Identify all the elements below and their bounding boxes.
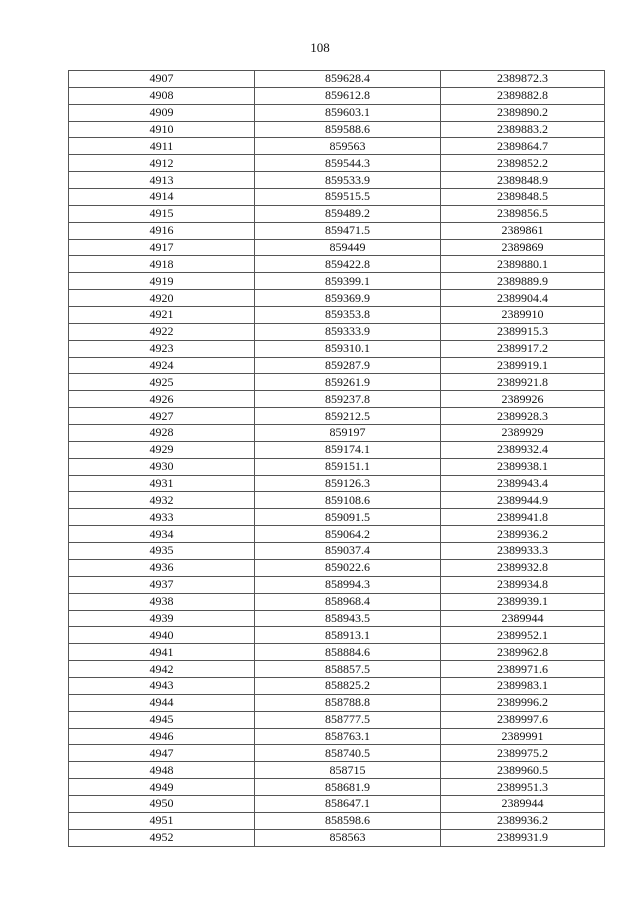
y-coordinate-cell: 2389889.9	[441, 273, 605, 290]
table-row	[69, 273, 605, 290]
x-coordinate-cell: 859369.9	[255, 290, 441, 307]
x-coordinate-cell: 859333.9	[255, 323, 441, 340]
y-coordinate-cell: 2389921.8	[441, 374, 605, 391]
table-row	[69, 559, 605, 576]
y-coordinate-cell: 2389941.8	[441, 509, 605, 526]
table-row	[69, 829, 605, 846]
x-coordinate-cell: 859489.2	[255, 205, 441, 222]
point-number-cell: 4928	[69, 425, 255, 442]
point-number-cell: 4931	[69, 475, 255, 492]
y-coordinate-cell: 2389936.2	[441, 526, 605, 543]
point-number-cell: 4924	[69, 357, 255, 374]
table-row	[69, 189, 605, 206]
x-coordinate-cell: 858715	[255, 762, 441, 779]
x-coordinate-cell: 858994.3	[255, 576, 441, 593]
table-row	[69, 475, 605, 492]
point-number-cell: 4911	[69, 138, 255, 155]
point-number-cell: 4939	[69, 610, 255, 627]
point-number-cell: 4918	[69, 256, 255, 273]
point-number-cell: 4921	[69, 307, 255, 324]
table-row	[69, 576, 605, 593]
point-number-cell: 4915	[69, 205, 255, 222]
x-coordinate-cell: 859471.5	[255, 222, 441, 239]
x-coordinate-cell: 858777.5	[255, 711, 441, 728]
table-row	[69, 408, 605, 425]
y-coordinate-cell: 2389929	[441, 425, 605, 442]
y-coordinate-cell: 2389890.2	[441, 104, 605, 121]
y-coordinate-cell: 2389869	[441, 239, 605, 256]
x-coordinate-cell: 859353.8	[255, 307, 441, 324]
table-row	[69, 87, 605, 104]
table-row	[69, 155, 605, 172]
x-coordinate-cell: 859237.8	[255, 391, 441, 408]
point-number-cell: 4932	[69, 492, 255, 509]
y-coordinate-cell: 2389944	[441, 610, 605, 627]
point-number-cell: 4925	[69, 374, 255, 391]
x-coordinate-cell: 858647.1	[255, 795, 441, 812]
point-number-cell: 4942	[69, 661, 255, 678]
table-row	[69, 104, 605, 121]
table-row	[69, 492, 605, 509]
y-coordinate-cell: 2389962.8	[441, 644, 605, 661]
x-coordinate-cell: 859399.1	[255, 273, 441, 290]
table-row	[69, 307, 605, 324]
x-coordinate-cell: 859151.1	[255, 458, 441, 475]
point-number-cell: 4950	[69, 795, 255, 812]
x-coordinate-cell: 859287.9	[255, 357, 441, 374]
table-row	[69, 745, 605, 762]
point-number-cell: 4945	[69, 711, 255, 728]
x-coordinate-cell: 858788.8	[255, 694, 441, 711]
point-number-cell: 4930	[69, 458, 255, 475]
x-coordinate-cell: 859064.2	[255, 526, 441, 543]
x-coordinate-cell: 859515.5	[255, 189, 441, 206]
x-coordinate-cell: 858681.9	[255, 779, 441, 796]
x-coordinate-cell: 858740.5	[255, 745, 441, 762]
point-number-cell: 4919	[69, 273, 255, 290]
x-coordinate-cell: 859449	[255, 239, 441, 256]
point-number-cell: 4923	[69, 340, 255, 357]
x-coordinate-cell: 859628.4	[255, 71, 441, 88]
point-number-cell: 4949	[69, 779, 255, 796]
point-number-cell: 4916	[69, 222, 255, 239]
x-coordinate-cell: 859261.9	[255, 374, 441, 391]
x-coordinate-cell: 859533.9	[255, 172, 441, 189]
table-row	[69, 121, 605, 138]
x-coordinate-cell: 858913.1	[255, 627, 441, 644]
point-number-cell: 4941	[69, 644, 255, 661]
table-row	[69, 425, 605, 442]
x-coordinate-cell: 859588.6	[255, 121, 441, 138]
y-coordinate-cell: 2389936.2	[441, 812, 605, 829]
x-coordinate-cell: 858825.2	[255, 677, 441, 694]
y-coordinate-cell: 2389944.9	[441, 492, 605, 509]
y-coordinate-cell: 2389910	[441, 307, 605, 324]
point-number-cell: 4944	[69, 694, 255, 711]
point-number-cell: 4909	[69, 104, 255, 121]
x-coordinate-cell: 859022.6	[255, 559, 441, 576]
x-coordinate-cell: 859037.4	[255, 543, 441, 560]
point-number-cell: 4908	[69, 87, 255, 104]
point-number-cell: 4910	[69, 121, 255, 138]
table-row	[69, 610, 605, 627]
point-number-cell: 4936	[69, 559, 255, 576]
point-number-cell: 4951	[69, 812, 255, 829]
x-coordinate-cell: 859563	[255, 138, 441, 155]
table-row	[69, 172, 605, 189]
point-number-cell: 4912	[69, 155, 255, 172]
x-coordinate-cell: 858763.1	[255, 728, 441, 745]
y-coordinate-cell: 2389904.4	[441, 290, 605, 307]
table-row	[69, 779, 605, 796]
table-row	[69, 458, 605, 475]
table-row	[69, 205, 605, 222]
table-row	[69, 593, 605, 610]
x-coordinate-cell: 859612.8	[255, 87, 441, 104]
x-coordinate-cell: 858968.4	[255, 593, 441, 610]
y-coordinate-cell: 2389960.5	[441, 762, 605, 779]
table-row	[69, 441, 605, 458]
table-row	[69, 323, 605, 340]
table-row	[69, 526, 605, 543]
y-coordinate-cell: 2389928.3	[441, 408, 605, 425]
table-row	[69, 661, 605, 678]
y-coordinate-cell: 2389943.4	[441, 475, 605, 492]
point-number-cell: 4948	[69, 762, 255, 779]
x-coordinate-cell: 859174.1	[255, 441, 441, 458]
point-number-cell: 4927	[69, 408, 255, 425]
table-row	[69, 340, 605, 357]
y-coordinate-cell: 2389996.2	[441, 694, 605, 711]
x-coordinate-cell: 859108.6	[255, 492, 441, 509]
y-coordinate-cell: 2389861	[441, 222, 605, 239]
y-coordinate-cell: 2389915.3	[441, 323, 605, 340]
y-coordinate-cell: 2389872.3	[441, 71, 605, 88]
table-row	[69, 812, 605, 829]
point-number-cell: 4935	[69, 543, 255, 560]
x-coordinate-cell: 859310.1	[255, 340, 441, 357]
x-coordinate-cell: 859197	[255, 425, 441, 442]
x-coordinate-cell: 858943.5	[255, 610, 441, 627]
y-coordinate-cell: 2389926	[441, 391, 605, 408]
point-number-cell: 4947	[69, 745, 255, 762]
y-coordinate-cell: 2389975.2	[441, 745, 605, 762]
table-row	[69, 357, 605, 374]
point-number-cell: 4952	[69, 829, 255, 846]
y-coordinate-cell: 2389848.5	[441, 189, 605, 206]
point-number-cell: 4933	[69, 509, 255, 526]
y-coordinate-cell: 2389931.9	[441, 829, 605, 846]
point-number-cell: 4926	[69, 391, 255, 408]
x-coordinate-cell: 859422.8	[255, 256, 441, 273]
table-row	[69, 256, 605, 273]
y-coordinate-cell: 2389917.2	[441, 340, 605, 357]
x-coordinate-cell: 859603.1	[255, 104, 441, 121]
y-coordinate-cell: 2389919.1	[441, 357, 605, 374]
table-row	[69, 543, 605, 560]
x-coordinate-cell: 858884.6	[255, 644, 441, 661]
point-number-cell: 4917	[69, 239, 255, 256]
point-number-cell: 4938	[69, 593, 255, 610]
y-coordinate-cell: 2389997.6	[441, 711, 605, 728]
point-number-cell: 4922	[69, 323, 255, 340]
point-number-cell: 4920	[69, 290, 255, 307]
y-coordinate-cell: 2389864.7	[441, 138, 605, 155]
point-number-cell: 4940	[69, 627, 255, 644]
y-coordinate-cell: 2389971.6	[441, 661, 605, 678]
point-number-cell: 4937	[69, 576, 255, 593]
table-row	[69, 374, 605, 391]
table-row	[69, 677, 605, 694]
y-coordinate-cell: 2389983.1	[441, 677, 605, 694]
point-number-cell: 4929	[69, 441, 255, 458]
table-row	[69, 138, 605, 155]
y-coordinate-cell: 2389848.9	[441, 172, 605, 189]
y-coordinate-cell: 2389939.1	[441, 593, 605, 610]
y-coordinate-cell: 2389933.3	[441, 543, 605, 560]
table-row	[69, 509, 605, 526]
table-row	[69, 795, 605, 812]
table-row	[69, 71, 605, 88]
table-row	[69, 762, 605, 779]
table-row	[69, 222, 605, 239]
point-number-cell: 4934	[69, 526, 255, 543]
x-coordinate-cell: 859544.3	[255, 155, 441, 172]
y-coordinate-cell: 2389932.4	[441, 441, 605, 458]
y-coordinate-cell: 2389932.8	[441, 559, 605, 576]
coordinates-table-body	[69, 71, 605, 847]
page-number: 108	[310, 40, 330, 55]
x-coordinate-cell: 859091.5	[255, 509, 441, 526]
coordinates-table	[68, 70, 605, 847]
y-coordinate-cell: 2389938.1	[441, 458, 605, 475]
y-coordinate-cell: 2389944	[441, 795, 605, 812]
y-coordinate-cell: 2389951.3	[441, 779, 605, 796]
y-coordinate-cell: 2389883.2	[441, 121, 605, 138]
table-row	[69, 728, 605, 745]
y-coordinate-cell: 2389880.1	[441, 256, 605, 273]
y-coordinate-cell: 2389882.8	[441, 87, 605, 104]
y-coordinate-cell: 2389852.2	[441, 155, 605, 172]
point-number-cell: 4946	[69, 728, 255, 745]
table-row	[69, 644, 605, 661]
point-number-cell: 4907	[69, 71, 255, 88]
table-row	[69, 391, 605, 408]
point-number-cell: 4943	[69, 677, 255, 694]
table-row	[69, 694, 605, 711]
point-number-cell: 4914	[69, 189, 255, 206]
x-coordinate-cell: 858857.5	[255, 661, 441, 678]
x-coordinate-cell: 858598.6	[255, 812, 441, 829]
table-row	[69, 627, 605, 644]
x-coordinate-cell: 859126.3	[255, 475, 441, 492]
x-coordinate-cell: 859212.5	[255, 408, 441, 425]
x-coordinate-cell: 858563	[255, 829, 441, 846]
y-coordinate-cell: 2389856.5	[441, 205, 605, 222]
table-row	[69, 711, 605, 728]
table-row	[69, 239, 605, 256]
y-coordinate-cell: 2389952.1	[441, 627, 605, 644]
point-number-cell: 4913	[69, 172, 255, 189]
y-coordinate-cell: 2389934.8	[441, 576, 605, 593]
y-coordinate-cell: 2389991	[441, 728, 605, 745]
table-row	[69, 290, 605, 307]
